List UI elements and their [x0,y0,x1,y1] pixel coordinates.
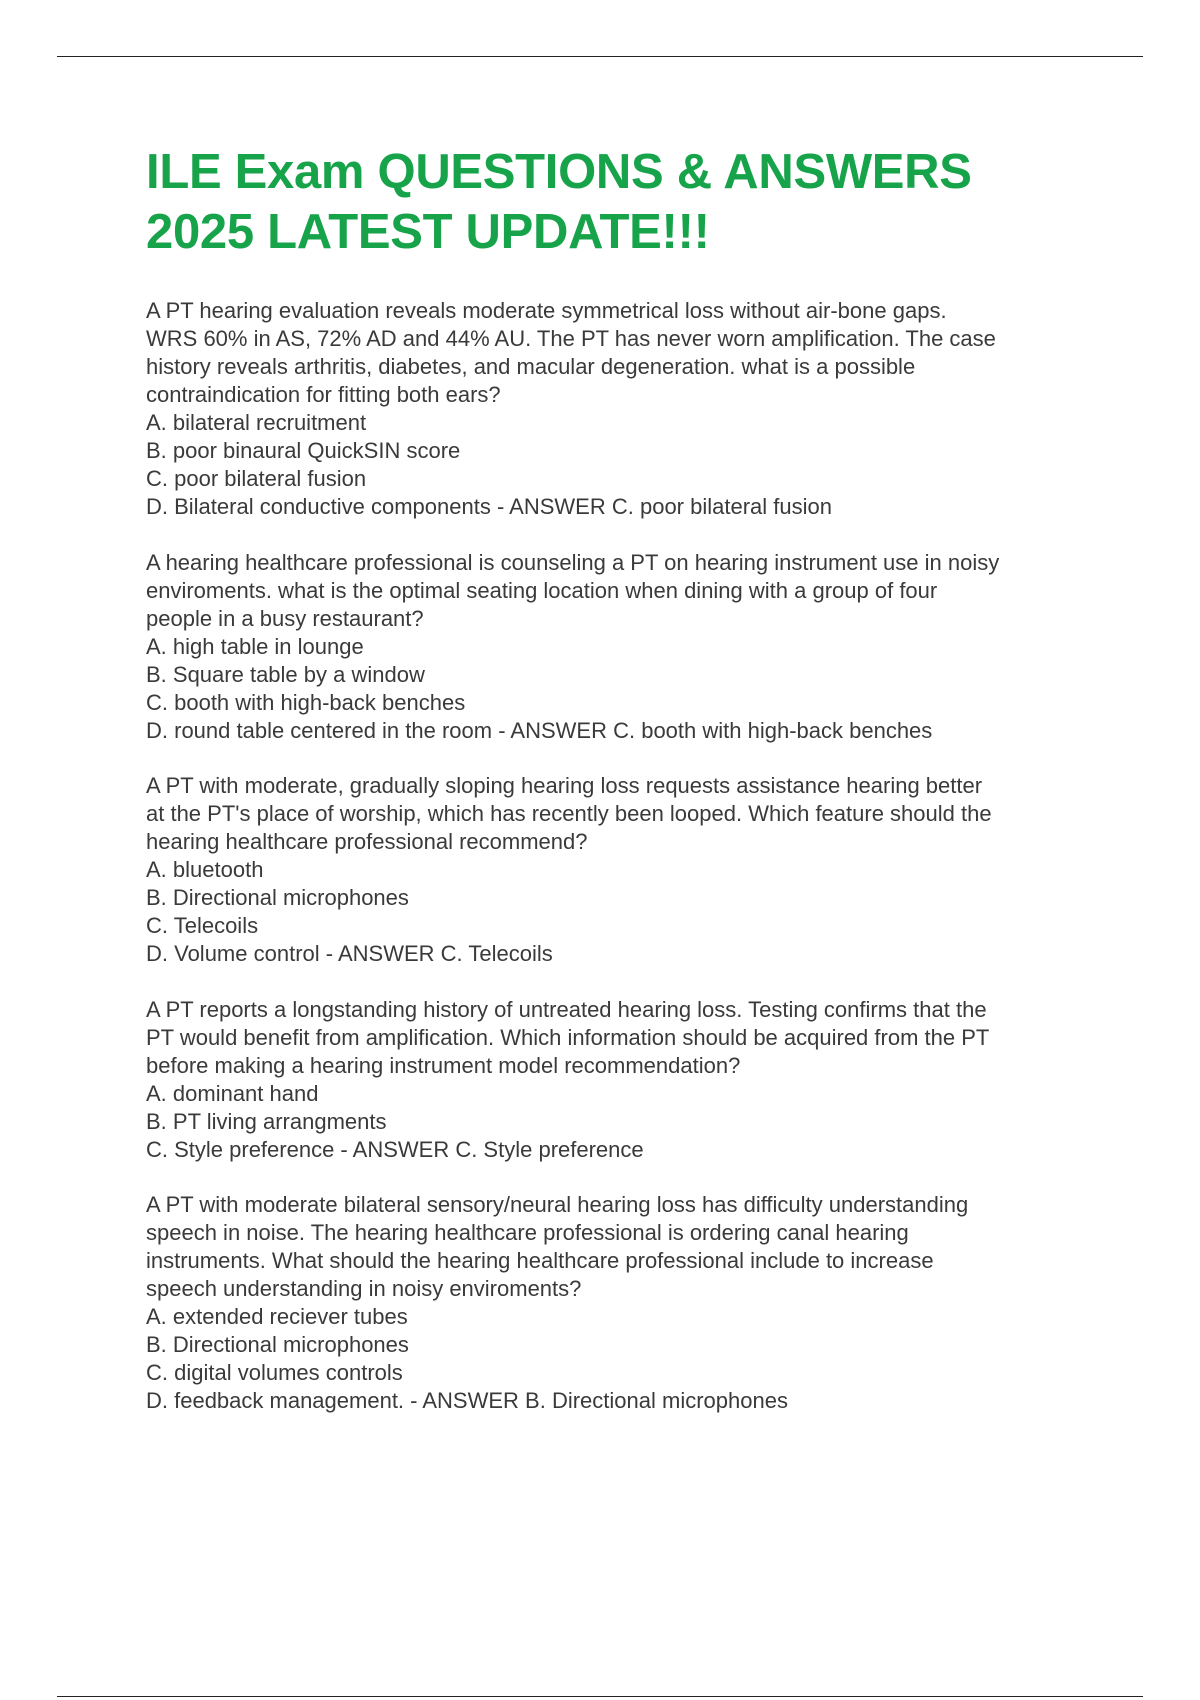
answer-option: B. PT living arrangments [146,1108,387,1134]
answer-option: C. booth with high-back benches [146,689,466,715]
answer-option: C. poor bilateral fusion [146,466,367,491]
question-block-4 [146,996,1106,1164]
answer-option: A. bluetooth [146,857,264,882]
answer-option-with-answer: D. Volume control - ANSWER C. Telecoils [146,941,553,966]
answer-option: C. Telecoils [146,913,259,938]
question-text-line: A PT reports a longstanding history of untreated hearing loss. Testing confirms that the [146,996,987,1022]
document-title [146,142,1106,262]
answer-option: A. bilateral recruitment [146,410,367,435]
answer-option-with-answer: D. Bilateral conductive components - ANSWER C. poor bilateral fusion [146,494,832,519]
question-text-line: speech in noise. The hearing healthcare professional is ordering canal hearing [146,1220,909,1245]
question-text-line: contraindication for fitting both ears? [146,382,501,407]
question-list [146,297,1106,1415]
question-text-line: PT would benefit from amplification. Which information should be acquired from the PT [146,1024,990,1050]
answer-option: B. Directional microphones [146,1332,409,1357]
top-rule [57,56,1143,57]
question-block-1 [146,297,1106,521]
answer-option: B. Square table by a window [146,661,425,687]
document-body [146,142,1106,1443]
question-text-line: A PT with moderate, gradually sloping hearing loss requests assistance hearing better [146,773,983,798]
question-text-line: at the PT's place of worship, which has recently been looped. Which feature should the [146,801,992,826]
answer-option: A. extended reciever tubes [146,1304,408,1329]
answer-option: B. poor binaural QuickSIN score [146,438,461,463]
bottom-rule [57,1696,1143,1697]
question-block-5 [146,1191,1106,1415]
title-line-1: ILE Exam QUESTIONS & ANSWERS [146,145,972,199]
answer-option-with-answer: D. round table centered in the room - ANSWER C. booth with high-back benches [146,717,933,743]
question-text-line: speech understanding in noisy enviroments? [146,1276,582,1301]
question-text-line: WRS 60% in AS, 72% AD and 44% AU. The PT has never worn amplification. The case [146,326,996,351]
question-block-2 [146,549,1106,745]
answer-option: A. high table in lounge [146,633,364,659]
question-text-line: A hearing healthcare professional is counseling a PT on hearing instrument use in noisy [146,549,1000,575]
answer-option: C. digital volumes controls [146,1360,403,1385]
question-text-line: before making a hearing instrument model recommendation? [146,1052,741,1078]
question-text-line: A PT with moderate bilateral sensory/neural hearing loss has difficulty understanding [146,1192,969,1217]
question-text-line: enviroments. what is the optimal seating location when dining with a group of four [146,577,938,603]
answer-option-with-answer: C. Style preference - ANSWER C. Style preference [146,1136,644,1162]
question-text-line: history reveals arthritis, diabetes, and macular degeneration. what is a possible [146,354,916,379]
answer-option: A. dominant hand [146,1080,319,1106]
question-block-3 [146,772,1106,968]
question-text-line: instruments. What should the hearing healthcare professional include to increase [146,1248,934,1273]
question-text-line: hearing healthcare professional recommend? [146,829,588,854]
title-line-2: 2025 LATEST UPDATE!!! [146,205,710,259]
answer-option-with-answer: D. feedback management. - ANSWER B. Directional microphones [146,1388,788,1413]
question-text-line: A PT hearing evaluation reveals moderate symmetrical loss without air-bone gaps. [146,298,947,323]
answer-option: B. Directional microphones [146,885,409,910]
question-text-line: people in a busy restaurant? [146,605,424,631]
